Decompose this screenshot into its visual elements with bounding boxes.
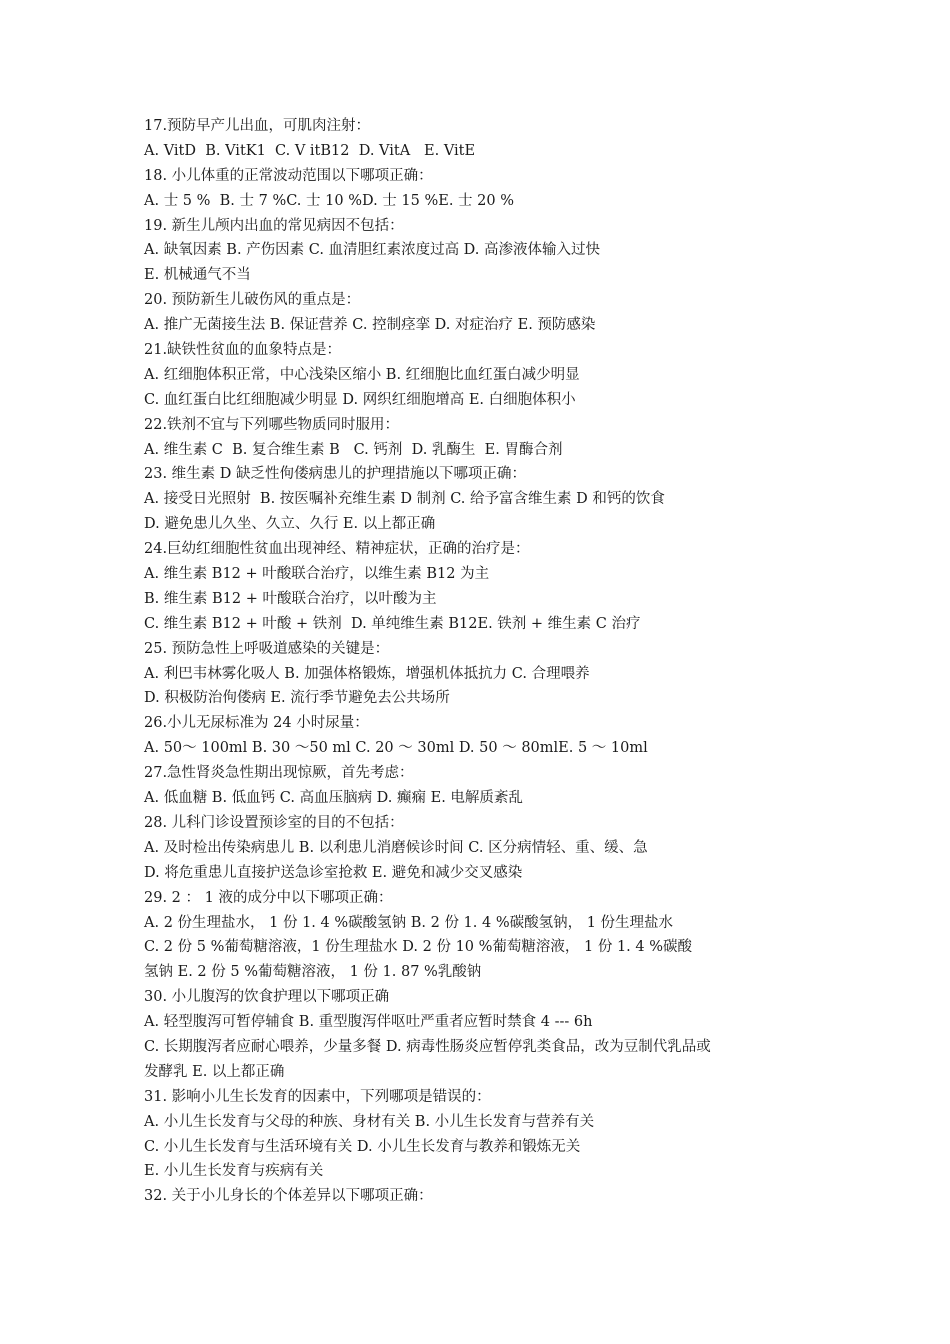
question-20-options: A. 推广无菌接生法 B. 保证营养 C. 控制痉挛 D. 对症治疗 E. 预防感染	[144, 317, 596, 334]
question-27-options: A. 低血糖 B. 低血钙 C. 高血压脑病 D. 癫痫 E. 电解质紊乱	[144, 790, 523, 807]
question-17-options: A. VitD B. VitK1 C. V itB12 D. VitA E. VitE	[144, 142, 476, 159]
question-24-options-line-3: C. 维生素 B12 + 叶酸 + 铁剂 D. 单纯维生素 B12E. 铁剂 + 维生素 C 治疗	[144, 615, 641, 632]
question-25-options-line-1: A. 利巴韦林雾化吸人 B. 加强体格锻炼，增强机体抵抗力 C. 合理喂养	[144, 665, 590, 682]
question-19-options-line-1: A. 缺氧因素 B. 产伤因素 C. 血清胆红素浓度过高 D. 高渗液体输入过快	[144, 242, 601, 259]
question-25-options-line-2: D. 积极防治佝偻病 E. 流行季节避免去公共场所	[144, 690, 450, 707]
question-31-options-line-3: E. 小儿生长发育与疾病有关	[144, 1163, 324, 1180]
document-body	[144, 114, 824, 1209]
question-21-stem: 21.缺铁性贫血的血象特点是：	[144, 342, 342, 359]
question-28-stem: 28. 儿科门诊设置预诊室的目的不包括：	[144, 814, 404, 831]
question-26-options: A. 50～ 100ml B. 30 ～50 ml C. 20 ～ 30ml D. 50 ～ 80mlE. 5 ～ 10ml	[144, 740, 648, 757]
question-23-stem: 23. 维生素 D 缺乏性佝偻病患儿的护理措施以下哪项正确：	[144, 466, 527, 483]
question-29-options-line-1: A. 2 份生理盐水， 1 份 1. 4 %碳酸氢钠 B. 2 份 1. 4 %碳酸氢钠， 1 份生理盐水	[144, 914, 674, 931]
question-28-options-line-1: A. 及时检出传染病患儿 B. 以利患儿消磨候诊时间 C. 区分病情轻、重、缓、急	[144, 839, 648, 856]
question-25-stem: 25. 预防急性上呼吸道感染的关键是：	[144, 640, 390, 657]
question-24-options-line-2: B. 维生素 B12 + 叶酸联合治疗，以叶酸为主	[144, 590, 437, 607]
question-19-options-line-2: E. 机械通气不当	[144, 267, 251, 284]
question-29-options-line-2: C. 2 份 5 %葡萄糖溶液，1 份生理盐水 D. 2 份 10 %葡萄糖溶液， 1 份 1. 4 %碳酸	[144, 939, 693, 956]
question-30-options-line-1: A. 轻型腹泻可暂停辅食 B. 重型腹泻伴呕吐严重者应暂时禁食 4 --- 6h	[144, 1014, 593, 1031]
question-21-options-line-2: C. 血红蛋白比红细胞减少明显 D. 网织红细胞增高 E. 白细胞体积小	[144, 391, 576, 408]
question-23-options-line-1: A. 接受日光照射 B. 按医嘱补充维生素 D 制剂 C. 给予富含维生素 D 和钙的饮食	[144, 491, 665, 508]
question-22-options: A. 维生素 C B. 复合维生素 B C. 钙剂 D. 乳酶生 E. 胃酶合剂	[144, 441, 563, 458]
question-17-stem: 17.预防早产儿出血，可肌肉注射：	[144, 118, 371, 134]
question-32-stem: 32. 关于小儿身长的个体差异以下哪项正确：	[144, 1188, 433, 1205]
question-27-stem: 27.急性肾炎急性期出现惊厥，首先考虑：	[144, 765, 414, 782]
question-30-options-line-2: C. 长期腹泻者应耐心喂养，少量多餐 D. 病毒性肠炎应暂停乳类食品，改为豆制代乳品或	[144, 1038, 711, 1055]
question-18-options: A. 士 5 % B. 士 7 %C. 士 10 %D. 士 15 %E. 士 20 %	[144, 192, 514, 209]
question-18-stem: 18. 小儿体重的正常波动范围以下哪项正确：	[144, 167, 433, 184]
question-24-stem: 24.巨幼红细胞性贫血出现神经、精神症状，正确的治疗是：	[144, 541, 530, 558]
question-19-stem: 19. 新生儿颅内出血的常见病因不包括：	[144, 217, 404, 234]
question-28-options-line-2: D. 将危重患儿直接护送急诊室抢救 E. 避免和减少交叉感染	[144, 864, 523, 881]
question-30-stem: 30. 小儿腹泻的饮食护理以下哪项正确	[144, 989, 390, 1006]
question-22-stem: 22.铁剂不宜与下列哪些物质同时服用：	[144, 416, 400, 433]
question-29-stem: 29. 2 ： 1 液的成分中以下哪项正确：	[144, 889, 393, 906]
question-23-options-line-2: D. 避免患儿久坐、久立、久行 E. 以上都正确	[144, 516, 436, 533]
question-30-options-line-3: 发酵乳 E. 以上都正确	[144, 1063, 285, 1080]
question-29-options-line-3: 氢钠 E. 2 份 5 %葡萄糖溶液， 1 份 1. 87 %乳酸钠	[144, 964, 482, 981]
question-26-stem: 26.小儿无尿标准为 24 小时尿量：	[144, 715, 369, 732]
question-21-options-line-1: A. 红细胞体积正常，中心浅染区缩小 B. 红细胞比血红蛋白减少明显	[144, 366, 580, 383]
question-20-stem: 20. 预防新生儿破伤风的重点是：	[144, 292, 361, 309]
question-24-options-line-1: A. 维生素 B12 + 叶酸联合治疗，以维生素 B12 为主	[144, 566, 490, 583]
question-31-options-line-1: A. 小儿生长发育与父母的种族、身材有关 B. 小儿生长发育与营养有关	[144, 1113, 595, 1130]
question-31-stem: 31. 影响小儿生长发育的因素中，下列哪项是错误的：	[144, 1088, 491, 1105]
question-31-options-line-2: C. 小儿生长发育与生活环境有关 D. 小儿生长发育与教养和锻炼无关	[144, 1138, 581, 1155]
